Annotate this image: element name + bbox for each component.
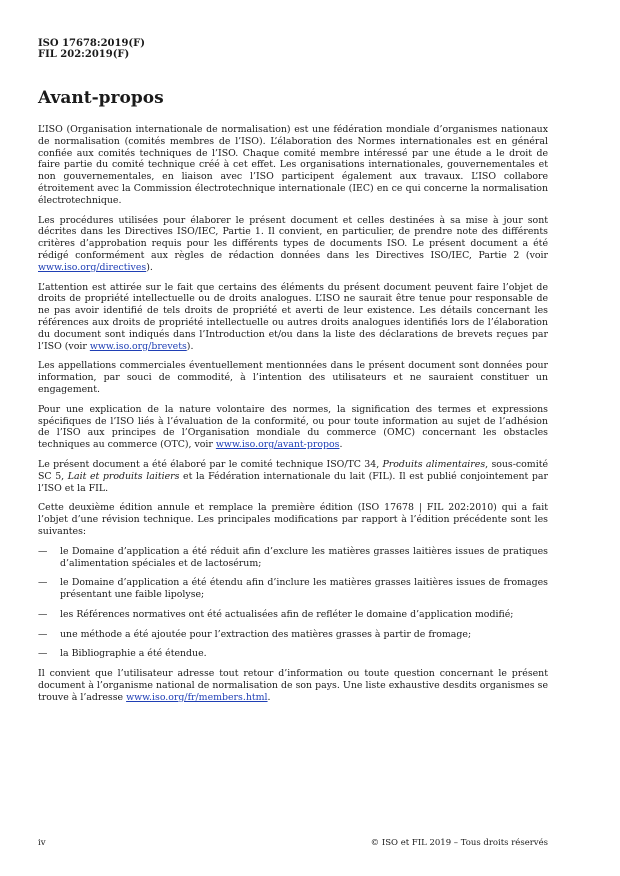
paragraph-edition: Cette deuxième édition annule et remplace la première édition (ISO 17678 | FIL 202:2010) qui a fait l’objet d’une révision technique. Les principales modifications par rapport à l’édition précédente sont les suivantes:	[38, 502, 548, 537]
paragraph-trade-names: Les appellations commerciales éventuellement mentionnées dans le présent document sont données pour information, par souci de commodité, à l’intention des utilisateurs et ne sauraient constituer un engagement.	[38, 360, 548, 395]
paragraph-iso-intro: L’ISO (Organisation internationale de normalisation) est une fédération mondiale d’organismes nationaux de normalisation (comités membres de l’ISO). L’élaboration des Normes internationales est en général confiée aux comités techniques de l’ISO. Chaque comité membre intéressé par une étude a le droit de faire partie du comité technique créé à cet effet. Les organisations internationales, gouvernementales et non gouvernementales, en liaison avec l’ISO participent également aux travaux. L’ISO collabore étroitement avec la Commission électrotechnique internationale (IEC) en ce qui concerne la normalisation électrotechnique.	[38, 124, 548, 206]
page-title: Avant-propos	[38, 88, 164, 108]
paragraph-text: Le présent document a été élaboré par le comité technique ISO/TC 34,	[38, 458, 383, 470]
list-dash: —	[38, 608, 48, 620]
doc-number-iso: ISO 17678:2019(F)	[38, 38, 145, 49]
page-footer	[38, 838, 548, 848]
list-dash: —	[38, 545, 48, 557]
paragraph-procedures	[38, 215, 548, 274]
members-link[interactable]: www.iso.org/fr/members.html	[126, 691, 268, 703]
list-item	[38, 609, 548, 621]
list-item	[38, 629, 548, 641]
paragraph-text: Pour une explication de la nature volontaire des normes, la signification des termes et expressions spécifiques de l’ISO liés à l’évaluation de la conformité, ou pour toute information au sujet de l’adhésion de l’ISO aux principes de l’Organisation mondiale du commerce (OMC) concernant les obstacles techniques au commerce (OTC), voir	[38, 403, 548, 451]
list-dash: —	[38, 628, 48, 640]
paragraph-end: ).	[186, 340, 194, 352]
list-item-text: une méthode a été ajoutée pour l’extraction des matières grasses à partir de fromage;	[60, 628, 472, 640]
paragraph-text: Il convient que l’utilisateur adresse tout retour d’information ou toute question concernant le présent document à l’organisme national de normalisation de son pays. Une liste exhaustive desdits organismes se trouve à l’adresse	[38, 668, 548, 703]
paragraph-text: et la Fédération internationale du lait (FIL). Il est publié conjointement par l’ISO et la FIL.	[38, 470, 548, 494]
paragraph-committee	[38, 459, 548, 494]
paragraph-voluntary-nature	[38, 404, 548, 451]
paragraph-end: .	[267, 691, 271, 703]
list-dash: —	[38, 648, 48, 660]
list-item-text: les Références normatives ont été actualisées afin de refléter le domaine d’application modifié;	[60, 608, 514, 620]
doc-number-fil: FIL 202:2019(F)	[38, 49, 130, 60]
paragraph-end: .	[339, 439, 343, 451]
paragraph-text: , sous-comité SC 5,	[38, 458, 549, 482]
paragraph-end: ).	[146, 261, 153, 273]
directives-link[interactable]: www.iso.org/directives	[38, 261, 147, 273]
paragraph-text: L’attention est attirée sur le fait que certains des éléments du présent document peuvent faire l’objet de droits de propriété intellectuelle ou de droits analogues. L’ISO ne saurait être tenue pour responsable de ne pas avoir identifié de tels droits de propriété et averti de leur existence. Les détails concernant les références aux droits de propriété intellectuelle ou autres droits analogues identifiés lors de l’élaboration du document sont indiqués dans l’Introduction et/ou dans la liste des déclarations de brevets reçues par l’ISO (voir	[38, 281, 548, 352]
document-header	[38, 38, 145, 60]
subcommittee-title: Lait et produits laitiers	[67, 470, 180, 482]
patents-link[interactable]: www.iso.org/brevets	[89, 340, 187, 352]
list-item-text: le Domaine d’application a été étendu afin d’inclure les matières grasses laitières issues de fromages présentant une faible lipolyse;	[60, 577, 548, 601]
list-item	[38, 648, 548, 660]
foreword-link[interactable]: www.iso.org/avant-propos	[215, 439, 340, 451]
committee-title: Produits alimentaires	[382, 458, 486, 470]
changes-list	[38, 546, 548, 661]
paragraph-feedback	[38, 668, 548, 703]
list-item-text: la Bibliographie a été étendue.	[60, 648, 207, 660]
list-dash: —	[38, 577, 48, 589]
list-item-text: le Domaine d’application a été réduit afin d’exclure les matières grasses laitières issues de pratiques d’alimentation spéciales et de lactosérum;	[60, 545, 548, 569]
page-number: iv	[38, 838, 46, 848]
list-item	[38, 546, 548, 570]
paragraph-text: Les procédures utilisées pour élaborer le présent document et celles destinées à sa mise à jour sont décrites dans les Directives ISO/IEC, Partie 1. Il convient, en particulier, de prendre note des différents critères d’approbation requis pour les différents types de documents ISO. Le présent document a été rédigé conformément aux règles de rédaction données dans les Directives ISO/IEC, Partie 2 (voir	[38, 214, 548, 261]
copyright-notice: © ISO et FIL 2019 – Tous droits réservés	[370, 838, 548, 848]
paragraph-patents	[38, 282, 548, 353]
list-item	[38, 577, 548, 601]
foreword-body	[38, 124, 548, 712]
